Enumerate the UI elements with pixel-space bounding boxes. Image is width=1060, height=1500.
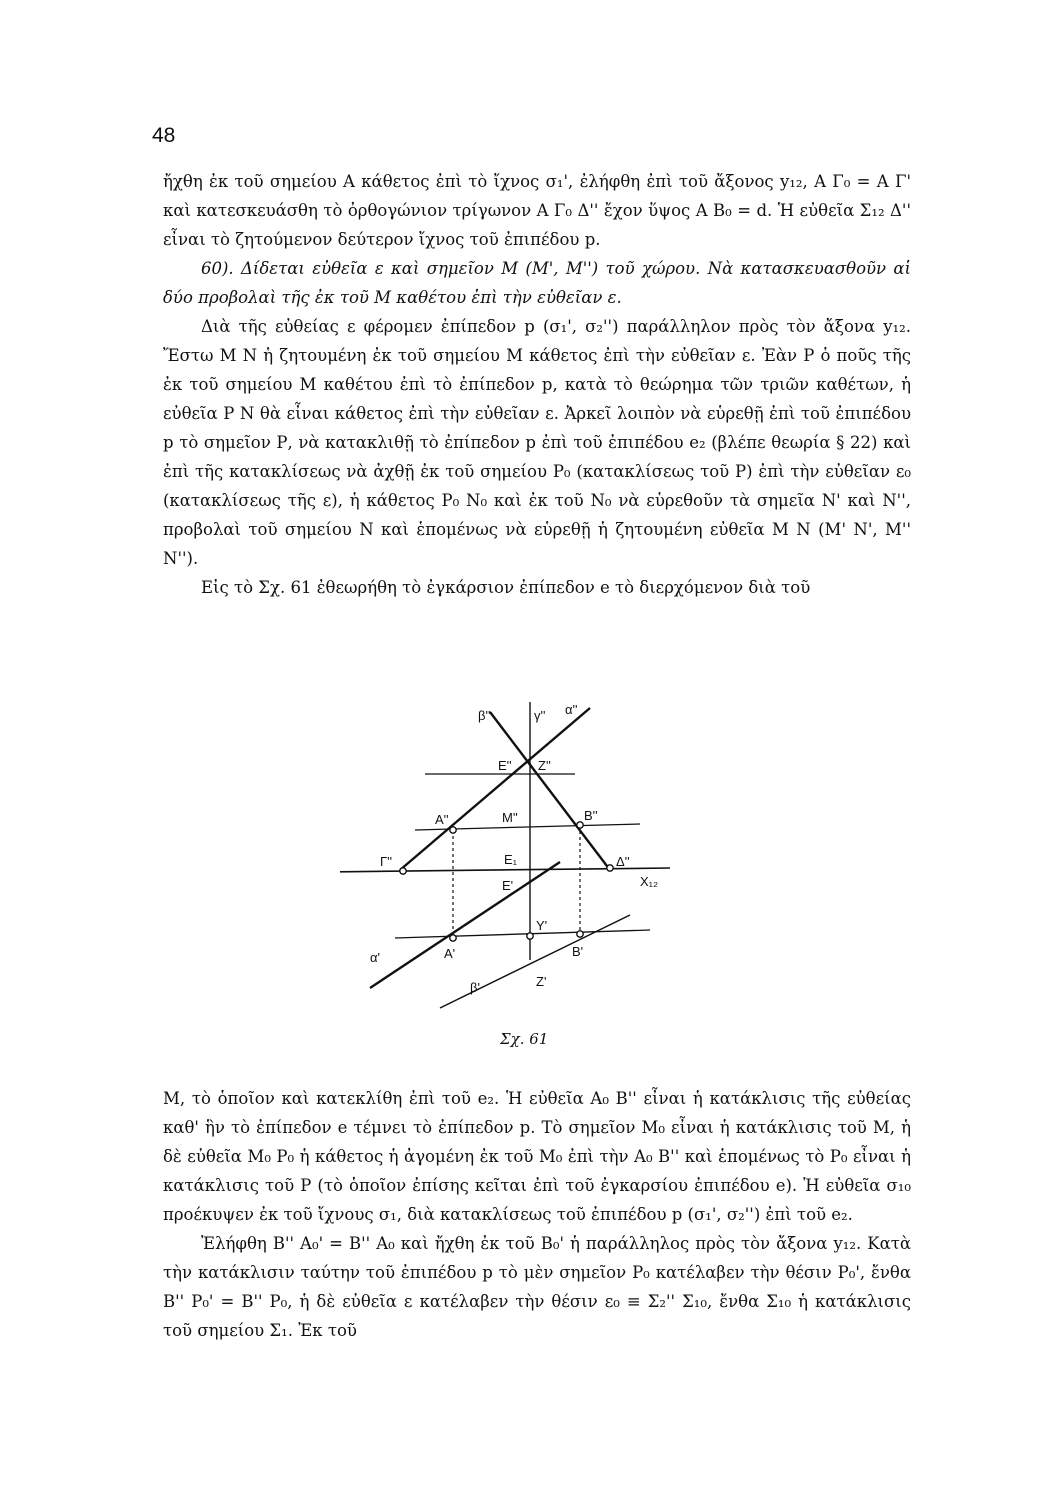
paragraph: ἤχθη ἐκ τοῦ σημείου Α κάθετος ἐπὶ τὸ ἴχνος σ₁', ἐλήφθη ἐπὶ τοῦ ἄξονος y₁₂, Α Γ₀ = Α Γ' καὶ κατεσκευάσθη τὸ ὀρθογώνιον τρίγωνον Α Γ₀ Δ'' ἔχον ὕψος Α Β₀ = d. Ἡ εὐθεῖα Σ₁₂ Δ'' εἶναι τὸ ζητούμενον δεύτερον ἴχνος τοῦ ἐπιπέδου p. xyxy=(163,172,911,249)
label-beta2: β'' xyxy=(478,708,491,723)
point-G2 xyxy=(400,868,406,874)
label-B1: Β' xyxy=(572,944,584,959)
label-M2: Μ'' xyxy=(502,810,518,825)
label-A2: Α'' xyxy=(435,812,449,827)
label-y2: γ'' xyxy=(534,708,546,723)
text-block-top xyxy=(163,167,911,602)
paragraph: Διὰ τῆς εὐθείας ε φέρομεν ἐπίπεδον p (σ₁', σ₂'') παράλληλον πρὸς τὸν ἄξονα y₁₂. Ἔστω Μ Ν ἡ ζητουμένη ἐκ τοῦ σημείου Μ κάθετος ἐπὶ τὴν εὐθεῖαν ε. Ἐὰν Ρ ὁ ποῦς τῆς ἐκ τοῦ σημείου Μ καθέτου ἐπὶ τὸ ἐπίπεδον p, κατὰ τὸ θεώρημα τῶν τριῶν καθέτων, ἡ εὐθεῖα Ρ Ν θὰ εἶναι κάθετος ἐπὶ τὴν εὐθεῖαν ε. Ἀρκεῖ λοιπὸν νὰ εὑρεθῇ ἐπὶ τοῦ ἐπιπέδου p τὸ σημεῖον Ρ, νὰ κατακλιθῇ τὸ ἐπίπεδον p ἐπὶ τοῦ ἐπιπέδου e₂ (βλέπε θεωρία § 22) καὶ ἐπὶ τῆς κατακλίσεως νὰ ἀχθῇ ἐκ τοῦ σημείου Ρ₀ (κατακλίσεως τοῦ Ρ) ἐπὶ τὴν εὐθεῖαν ε₀ (κατακλίσεως τῆς ε), ἡ κάθετος Ρ₀ Ν₀ καὶ ἐκ τοῦ Ν₀ νὰ εὑρεθοῦν τὰ σημεῖα Ν' καὶ Ν'', προβολαὶ τοῦ σημείου Ν καὶ ἑπομένως νὰ εὑρεθῇ ἡ ζητουμένη εὐθεῖα Μ Ν (Μ' Ν', Μ'' Ν''). xyxy=(163,317,911,568)
line-beta1 xyxy=(440,915,630,1008)
paragraph: Μ, τὸ ὁποῖον καὶ κατεκλίθη ἐπὶ τοῦ e₂. Ἡ εὐθεῖα Α₀ Β'' εἶναι ἡ κατάκλισις τῆς εὐθείας καθ' ἣν τὸ ἐπίπεδον e τέμνει τὸ ἐπίπεδον p. Τὸ σημεῖον Μ₀ εἶναι ἡ κατάκλισις τοῦ Μ, ἡ δὲ εὐθεῖα Μ₀ Ρ₀ ἡ κάθετος ἡ ἀγομένη ἐκ τοῦ Μ₀ ἐπὶ τὴν Α₀ Β'' καὶ ἑπομένως τὸ Ρ₀ εἶναι ἡ κατάκλισις τοῦ Ρ (τὸ ὁποῖον ἐπίσης κεῖται ἐπὶ τοῦ ἐγκαρσίου ἐπιπέδου e). Ἡ εὐθεῖα σ₁₀ προέκυψεν ἐκ τοῦ ἴχνους σ₁, διὰ κατακλίσεως τοῦ ἐπιπέδου p (σ₁', σ₂'') ἐπὶ τοῦ e₂. xyxy=(163,1089,911,1224)
label-X12: Χ₁₂ xyxy=(640,874,659,889)
line-alpha1 xyxy=(370,862,560,988)
point-A1 xyxy=(450,935,456,941)
label-G2: Γ'' xyxy=(380,854,393,869)
label-alpha1: α' xyxy=(370,950,380,965)
label-A1: Α' xyxy=(444,946,456,961)
horizontal-line-lower xyxy=(395,930,650,938)
point-D2 xyxy=(607,865,613,871)
page-number: 48 xyxy=(152,124,176,147)
label-E1-prime: Ε' xyxy=(502,878,514,893)
point-Y1 xyxy=(527,933,533,939)
label-alpha2: α'' xyxy=(565,702,578,717)
label-Y1: Υ' xyxy=(536,918,548,933)
label-D2: Δ'' xyxy=(616,854,630,869)
point-A2 xyxy=(450,827,456,833)
figure-61 xyxy=(340,700,670,1050)
paragraph: Ἐλήφθη Β'' Α₀' = Β'' Α₀ καὶ ἤχθη ἐκ τοῦ Β₀' ἡ παράλληλος πρὸς τὸν ἄξονα y₁₂. Κατὰ τὴν κατάκλισιν ταύτην τοῦ ἐπιπέδου p τὸ μὲν σημεῖον Ρ₀ κατέλαβεν τὴν θέσιν Ρ₀', ἔνθα Β'' Ρ₀' = Β'' Ρ₀, ἡ δὲ εὐθεῖα ε κατέλαβεν τὴν θέσιν ε₀ ≡ Σ₂'' Σ₁₀, ἔνθα Σ₁₀ ἡ κατάκλισις τοῦ σημείου Σ₁. Ἐκ τοῦ xyxy=(163,1234,911,1340)
label-beta1: β' xyxy=(470,980,480,995)
line-alpha2 xyxy=(490,712,610,870)
label-B2: Β'' xyxy=(584,808,598,823)
label-Z2: Ζ'' xyxy=(538,758,551,773)
point-B2 xyxy=(577,822,583,828)
label-E2: Ε'' xyxy=(498,758,512,773)
line-beta2 xyxy=(400,708,590,870)
paragraph: Εἰς τὸ Σχ. 61 ἐθεωρήθη τὸ ἐγκάρσιον ἐπίπεδον e τὸ διερχόμενον διὰ τοῦ xyxy=(201,578,811,597)
text-block-bottom xyxy=(163,1084,911,1345)
label-Z1: Ζ' xyxy=(536,974,547,989)
problem-statement: 60). Δίδεται εὐθεῖα ε καὶ σημεῖον Μ (Μ', Μ'') τοῦ χώρου. Νὰ κατασκευασθοῦν αἱ δύο προβολαὶ τῆς ἐκ τοῦ Μ καθέτου ἐπὶ τὴν εὐθεῖαν ε. xyxy=(163,259,911,307)
point-B1 xyxy=(577,931,583,937)
figure-caption: Σχ. 61 xyxy=(500,1030,549,1048)
label-E1: Ε₁ xyxy=(504,852,518,867)
figure-61-diagram xyxy=(340,700,670,1050)
